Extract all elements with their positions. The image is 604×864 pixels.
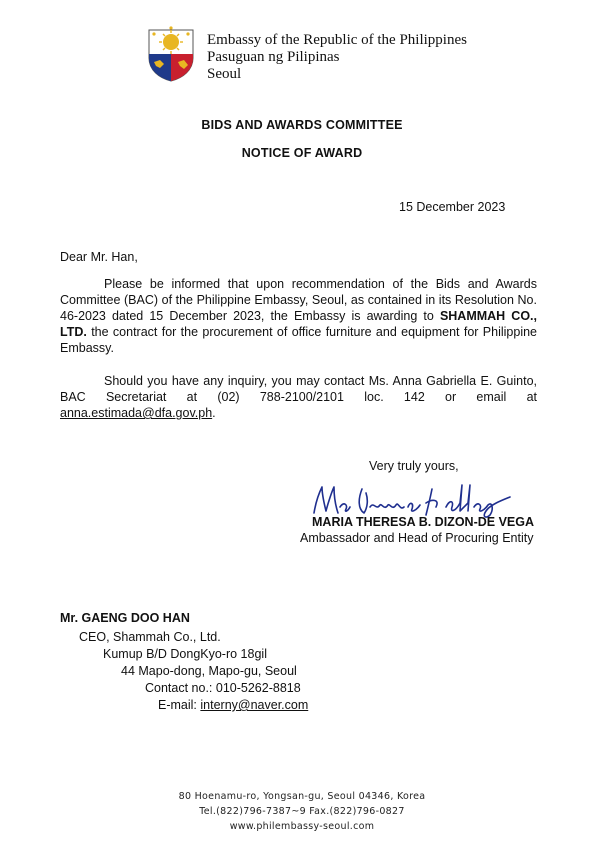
letter-date: 15 December 2023 — [399, 200, 506, 214]
closing: Very truly yours, — [369, 459, 459, 473]
addressee-name: Mr. GAENG DOO HAN — [60, 611, 190, 625]
body-paragraph-award: Please be informed that upon recommendation of the Bids and Awards Committee (BAC) of the Philippine Embassy, Seoul, as contained in its Resolution No. 46-2023 dated 15 December 2023, the Embassy is awarding to SHAMMAH CO., LTD. the contract for the procurement of office furniture and equipment for Philippine Embassy. — [60, 277, 538, 355]
salutation: Dear Mr. Han, — [60, 250, 138, 264]
addressee-street: Kumup B/D DongKyo-ro 18gil — [103, 647, 267, 661]
addressee-district: 44 Mapo-dong, Mapo-gu, Seoul — [121, 664, 297, 678]
addressee-position: CEO, Shammah Co., Ltd. — [79, 630, 221, 644]
philippine-seal-icon — [145, 24, 197, 82]
letterhead — [207, 32, 467, 83]
embassy-name-filipino: Pasuguan ng Pilipinas — [207, 49, 340, 65]
addressee-contact: Contact no.: 010-5262-8818 — [145, 681, 301, 695]
signer-name: MARIA THERESA B. DIZON-DE VEGA — [312, 515, 534, 529]
footer-address: 80 Hoenamu-ro, Yongsan-gu, Seoul 04346, Korea — [178, 791, 426, 802]
committee-heading: BIDS AND AWARDS COMMITTEE — [201, 118, 403, 132]
signer-title: Ambassador and Head of Procuring Entity — [300, 531, 534, 545]
footer-phone: Tel.(822)796-7387~9 Fax.(822)796-0827 — [199, 806, 405, 817]
body-paragraph-inquiry: Should you have any inquiry, you may contact Ms. Anna Gabriella E. Guinto, BAC Secretariat at (02) 788-2100/2101 loc. 142 or email at anna.estimada@dfa.gov.ph. — [60, 374, 537, 420]
notice-heading: NOTICE OF AWARD — [241, 146, 363, 160]
addressee-email-link[interactable]: interny@naver.com — [200, 698, 309, 712]
contact-email-link[interactable]: anna.estimada@dfa.gov.ph — [60, 406, 213, 420]
embassy-city: Seoul — [207, 66, 242, 82]
footer-website: www.philembassy-seoul.com — [229, 821, 375, 832]
awarded-company: SHAMMAH CO., LTD. — [60, 309, 538, 339]
addressee-email: E-mail: interny@naver.com — [158, 698, 309, 712]
embassy-name: Embassy of the Republic of the Philippines — [207, 32, 467, 48]
